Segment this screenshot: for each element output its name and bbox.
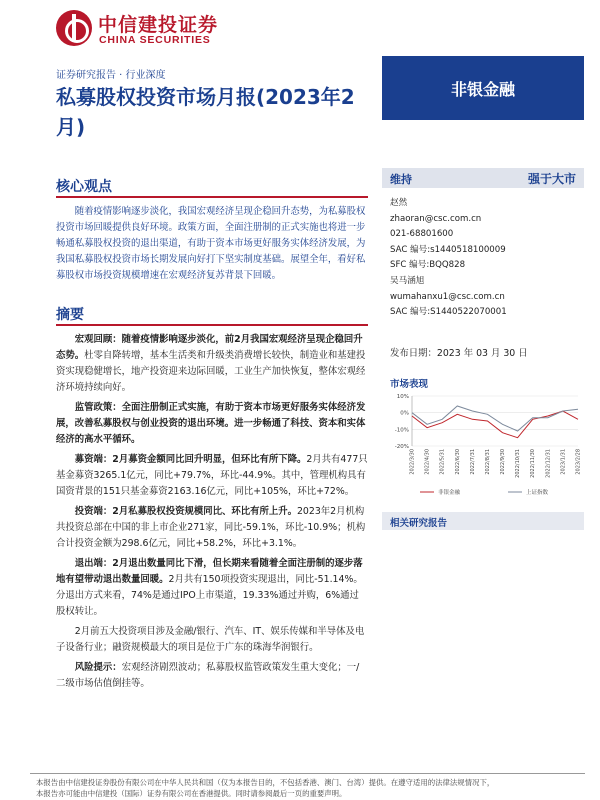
summary-text: 2023年2月机构共投资总部在中国的非上市企业271家，同比-59.1%，环比-10.9%；机构合计投资金额为298.6亿元，同比+58.2%，环比+3.1%。 xyxy=(56,506,366,549)
summary-heading: 摘要 xyxy=(56,307,84,323)
summary-paragraph xyxy=(56,660,368,692)
rating-bar xyxy=(382,168,584,188)
core-text: 随着疫情影响逐步淡化，我国宏观经济呈现企稳回升态势，为私募股权投资市场回暖提供良好环境。政策方面，全面注册制的正式实施也将进一步畅通私募股权投资的退出渠道，有助于资本市场更好服务实体经济发展，为我国私募股权投资市场长期发展向好打下坚实制度基础。展望全年，看好私募股权市场投资规模增速在宏观经济复苏背景下回暖。 xyxy=(56,206,366,281)
summary-bold: 退出端：2月退出数量同比下滑，但长期来看随着全面注册制的逐步落地有望带动退出数量回暖。 xyxy=(56,558,363,585)
chart-x-tick-label: 2022/4/30 xyxy=(424,449,431,475)
summary-paragraph xyxy=(56,624,368,656)
market-performance-chart xyxy=(390,392,584,500)
chart-x-tick-label: 2022/6/30 xyxy=(454,449,461,475)
chart-x-tick-label: 2022/10/31 xyxy=(515,449,522,478)
analyst-phone: 021-68801600 xyxy=(390,229,454,240)
summary-divider xyxy=(56,324,368,326)
summary-bold: 募资端：2月募资金额同比回升明显，但环比有所下降。 xyxy=(74,454,307,465)
chart-legend-label: 非银金融 xyxy=(438,490,461,496)
chart-y-tick-label: 0% xyxy=(400,410,409,417)
chart-x-tick-label: 2022/8/31 xyxy=(484,449,491,475)
chart-x-tick-label: 2023/1/31 xyxy=(560,449,567,475)
summary-body xyxy=(56,332,368,696)
summary-bold: 投资端：2月私募股权投资规模同比、环比有所上升。 xyxy=(74,506,297,517)
footer-disclaimer xyxy=(36,777,586,799)
logo-mark-icon xyxy=(56,10,92,46)
summary-paragraph xyxy=(56,400,368,448)
summary-text: 2月前五大投资项目涉及金融/银行、汽车、IT、娱乐传媒和半导体及电子设备行业；融资规模最大的项目是位于广东的珠海华润银行。 xyxy=(56,626,365,653)
related-reports-label: 相关研究报告 xyxy=(390,518,448,529)
footer-divider xyxy=(30,773,585,774)
chart-y-tick-label: 10% xyxy=(396,394,409,400)
summary-paragraph xyxy=(56,452,368,500)
logo-en-text: CHINA SECURITIES xyxy=(99,34,211,46)
analyst-sac: SAC 编号:S1440522070001 xyxy=(390,307,507,318)
summary-text: 宏观经济剧烈波动；私募股权监管政策发生重大变化；一/二级市场估值倒挂等。 xyxy=(56,662,360,689)
summary-bold: 宏观回顾：随着疫情影响逐步淡化，前2月我国宏观经济呈现企稳回升态势。 xyxy=(56,334,363,361)
summary-text: 2月共有477只基金募资3265.1亿元，同比+79.7%，环比-44.9%。其中，管理机构具有国资背景的151只基金募资2163.16亿元，同比+105%，环比+72%。 xyxy=(56,454,368,497)
footer-line-2: 本报告亦可能由中信建投（国际）证券有限公司在香港提供。同时请参阅最后一页的重要声明。 xyxy=(36,789,347,798)
company-logo xyxy=(56,8,256,50)
market-performance-label: 市场表现 xyxy=(390,379,429,390)
rating-value: 强于大市 xyxy=(527,172,576,186)
publish-date: 发布日期：2023 年 03 月 30 日 xyxy=(390,348,528,359)
analyst-sfc: SFC 编号:BQQ828 xyxy=(390,260,466,271)
analyst-name: 吴马涵旭 xyxy=(390,275,425,286)
related-reports-bar xyxy=(382,512,584,530)
chart-y-tick-label: -10% xyxy=(394,427,409,434)
chart-legend-label: 上证指数 xyxy=(526,490,549,496)
summary-paragraph xyxy=(56,504,368,552)
core-divider xyxy=(56,196,368,198)
rating-action: 维持 xyxy=(390,173,412,186)
summary-bold: 风险提示： xyxy=(74,662,122,673)
report-title: 私募股权投资市场月报(2023年2月) xyxy=(56,85,355,139)
chart-x-tick-label: 2022/9/30 xyxy=(500,449,507,475)
analyst-info xyxy=(390,196,580,321)
analyst-email[interactable]: zhaoran@csc.com.cn xyxy=(390,213,482,224)
summary-bold: 监管政策：全面注册制正式实施，有助于资本市场更好服务实体经济发展，改善私募股权与创业投资的退出环境。进一步畅通了科技、资本和实体经济的高水平循环。 xyxy=(56,402,366,445)
sector-badge xyxy=(382,56,584,120)
core-heading: 核心观点 xyxy=(56,179,112,195)
sector-label: 非银金融 xyxy=(450,79,515,99)
chart-x-tick-label: 2022/12/31 xyxy=(545,449,552,478)
report-type: 证券研究报告 · 行业深度 xyxy=(56,70,166,81)
analyst-email[interactable]: wumahanxu1@csc.com.cn xyxy=(390,291,505,302)
chart-y-tick-label: -20% xyxy=(394,444,409,450)
summary-paragraph xyxy=(56,556,368,620)
analyst-sac: SAC 编号:s1440518100009 xyxy=(390,244,506,255)
footer-line-1: 本报告由中信建投证券股份有限公司在中华人民共和国（仅为本报告目的，不包括香港、澳门、台湾）提供。在遵守适用的法律法规情况下， xyxy=(36,778,495,787)
logo-cn-text: 中信建投证券 xyxy=(98,14,219,36)
summary-paragraph xyxy=(56,332,368,396)
summary-text: 2月共有150项投资实现退出，同比-51.14%。分退出方式来看，74%是通过IPO上市渠道，19.33%通过并购，6%通过股权转让。 xyxy=(56,574,363,617)
chart-x-tick-label: 2022/5/31 xyxy=(439,449,446,475)
chart-x-tick-label: 2023/2/28 xyxy=(575,449,582,475)
chart-x-tick-label: 2022/11/30 xyxy=(530,449,537,478)
chart-x-tick-label: 2022/7/31 xyxy=(469,449,476,475)
analyst-name: 赵然 xyxy=(390,198,408,208)
chart-x-tick-label: 2022/3/30 xyxy=(409,449,416,475)
summary-text: 杜零自降转增，基本生活类和升级类消费增长较快，制造业和基建投资实现稳健增长，地产投资迎来边际回暖，工业生产加快恢复，整体宏观经济环境持续向好。 xyxy=(56,350,366,393)
